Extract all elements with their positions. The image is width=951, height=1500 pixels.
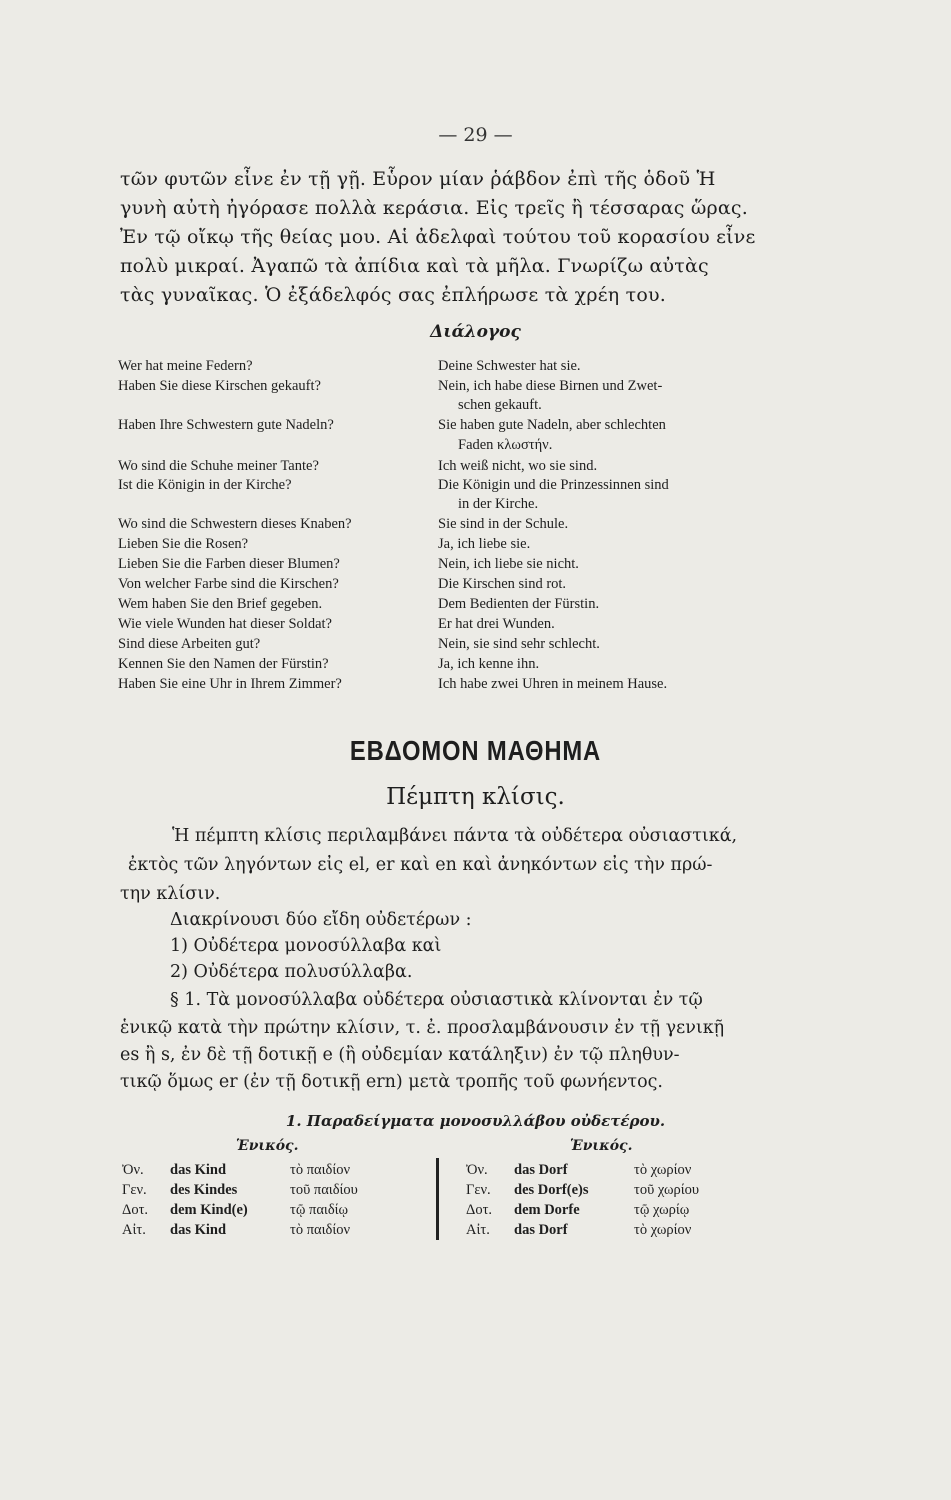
dialogue-answer: Faden κλωστήν. — [458, 437, 553, 453]
greek-form: τοῦ παιδίου — [290, 1182, 358, 1198]
table-row — [122, 1222, 350, 1239]
body-line: § 1. Τὰ μονοσύλλαβα οὐδέτερα οὐσιαστικὰ κλίνονται ἐν τῷ — [170, 990, 703, 1010]
german-form: das Kind — [170, 1222, 227, 1238]
dialogue-question: Wo sind die Schuhe meiner Tante? — [118, 458, 319, 474]
dialogue-answer: Deine Schwester hat sie. — [438, 358, 581, 374]
german-form: das Dorf — [514, 1222, 568, 1238]
body-line: Διακρίνουσι δύο εἴδη οὐδετέρων : — [170, 910, 472, 930]
table-row — [122, 1202, 348, 1219]
right-table-heading: Ἑνικός. — [570, 1138, 633, 1154]
german-form: des Dorf(e)s — [514, 1182, 589, 1198]
dialogue-answer: Sie haben gute Nadeln, aber schlechten — [438, 417, 666, 433]
dialogue-answer: Die Königin und die Prinzessinnen sind — [438, 477, 669, 493]
dialogue-answer: Ich habe zwei Uhren in meinem Hause. — [438, 676, 668, 692]
case-label: Αἰτ. — [466, 1222, 490, 1238]
dialogue-answer: Ja, ich kenne ihn. — [438, 656, 540, 672]
dialogue-question: Haben Sie diese Kirschen gekauft? — [118, 378, 321, 394]
case-label: Ὀν. — [466, 1162, 488, 1178]
dialogue-question: Wie viele Wunden hat dieser Soldat? — [118, 616, 332, 632]
dialogue-answer: Sie sind in der Schule. — [438, 516, 569, 532]
lesson-subtitle: Πέμπτη κλίσις. — [386, 784, 565, 810]
case-label: Ὀν. — [122, 1162, 144, 1178]
german-form: das Kind — [170, 1162, 227, 1178]
greek-form: τὸ παιδίον — [290, 1162, 351, 1178]
dialogue-question: Wo sind die Schwestern dieses Knaben? — [118, 516, 352, 532]
body-line: ἐκτὸς τῶν ληγόντων εἰς el, er καὶ en καὶ ἀνηκόντων εἰς τὴν πρώ- — [128, 855, 713, 875]
body-line: τικῷ ὅμως er (ἐν τῇ δοτικῇ ern) μετὰ τροπῆς τοῦ φωνήεντος. — [120, 1072, 663, 1092]
dialogue-answer: Ja, ich liebe sie. — [438, 536, 531, 552]
dialogue-answer: Die Kirschen sind rot. — [438, 576, 567, 592]
table-row — [122, 1182, 358, 1199]
paragraph-line: τῶν φυτῶν εἶνε ἐν τῇ γῇ. Εὗρον μίαν ῥάβδον ἐπὶ τῆς ὁδοῦ Ἡ — [120, 168, 716, 190]
body-line: 2) Οὐδέτερα πολυσύλλαβα. — [170, 962, 413, 982]
dialogue-answer: Nein, ich liebe sie nicht. — [438, 556, 579, 572]
german-form: dem Kind(e) — [170, 1202, 248, 1218]
body-line: es ἢ s, ἐν δὲ τῇ δοτικῇ e (ἢ οὐδεμίαν κατάληξιν) ἐν τῷ πληθυν- — [120, 1045, 680, 1065]
case-label: Αἰτ. — [122, 1222, 146, 1238]
table-row — [466, 1222, 691, 1239]
body-line: την κλίσιν. — [120, 884, 221, 904]
paragraph-line: Ἐν τῷ οἴκῳ τῆς θείας μου. Αἱ ἀδελφαὶ τούτου τοῦ κορασίου εἶνε — [120, 226, 756, 248]
body-line: ἑνικῷ κατὰ τὴν πρώτην κλίσιν, τ. ἐ. προσλαμβάνουσιν ἐν τῇ γενικῇ — [120, 1018, 725, 1038]
left-table-heading: Ἑνικός. — [236, 1138, 299, 1154]
dialogue-question: Haben Ihre Schwestern gute Nadeln? — [118, 417, 334, 433]
dialogue-answer: schen gekauft. — [458, 397, 542, 413]
case-label: Δοτ. — [466, 1202, 493, 1218]
dialogue-question: Lieben Sie die Rosen? — [118, 536, 249, 552]
table-row — [466, 1162, 691, 1179]
greek-form: τὸ χωρίον — [634, 1222, 692, 1238]
greek-form: τῷ παιδίῳ — [290, 1202, 349, 1218]
greek-form: τῷ χωρίῳ — [634, 1202, 690, 1218]
dialogue-answer: Ich weiß nicht, wo sie sind. — [438, 458, 598, 474]
dialogue-question: Kennen Sie den Namen der Fürstin? — [118, 656, 329, 672]
dialogue-question: Lieben Sie die Farben dieser Blumen? — [118, 556, 340, 572]
dialogue-question: Ist die Königin in der Kirche? — [118, 477, 292, 493]
dialogue-answer: Nein, ich habe diese Birnen und Zwet- — [438, 378, 663, 394]
german-form: des Kindes — [170, 1182, 238, 1198]
body-line: 1) Οὐδέτερα μονοσύλλαβα καὶ — [170, 936, 442, 956]
case-label: Γεν. — [122, 1182, 147, 1198]
dialogue-answer: Dem Bedienten der Fürstin. — [438, 596, 600, 612]
dialogue-answer: Er hat drei Wunden. — [438, 616, 555, 632]
paragraph-line: πολὺ μικραί. Ἀγαπῶ τὰ ἀπίδια καὶ τὰ μῆλα. Γνωρίζω αὐτὰς — [120, 255, 709, 277]
dialogue-question: Wer hat meine Federn? — [118, 358, 253, 374]
dialogue-answer: Nein, sie sind sehr schlecht. — [438, 636, 600, 652]
paragraph-line: γυνὴ αὐτὴ ἠγόρασε πολλὰ κεράσια. Εἰς τρεῖς ἢ τέσσαρας ὥρας. — [120, 197, 749, 219]
examples-title: 1. Παραδείγματα μονοσυλλάβου οὐδετέρου. — [285, 1112, 666, 1130]
page-number: — 29 — — [438, 124, 513, 146]
dialogue-question: Sind diese Arbeiten gut? — [118, 636, 261, 652]
paragraph-line: τὰς γυναῖκας. Ὁ ἐξάδελφός σας ἐπλήρωσε τὰ χρέη του. — [120, 284, 666, 306]
case-label: Γεν. — [466, 1182, 491, 1198]
german-form: das Dorf — [514, 1162, 568, 1178]
lesson-title: ΕΒΔΟΜΟΝ ΜΑΘΗΜΑ — [349, 735, 602, 766]
body-line: Ἡ πέμπτη κλίσις περιλαμβάνει πάντα τὰ οὐδέτερα οὐσιαστικά, — [172, 826, 738, 846]
table-row — [466, 1202, 689, 1219]
greek-form: τὸ παιδίον — [290, 1222, 351, 1238]
greek-form: τοῦ χωρίου — [634, 1182, 700, 1198]
table-row — [466, 1182, 699, 1199]
dialogue-question: Von welcher Farbe sind die Kirschen? — [118, 576, 339, 592]
greek-form: τὸ χωρίον — [634, 1162, 692, 1178]
dialogue-answer: in der Kirche. — [458, 496, 539, 512]
dialogue-title: Διάλογος — [430, 322, 521, 342]
table-row — [122, 1162, 350, 1179]
case-label: Δοτ. — [122, 1202, 149, 1218]
german-form: dem Dorfe — [514, 1202, 580, 1218]
column-divider — [436, 1158, 439, 1240]
dialogue-question: Wem haben Sie den Brief gegeben. — [118, 596, 323, 612]
dialogue-question: Haben Sie eine Uhr in Ihrem Zimmer? — [118, 676, 342, 692]
